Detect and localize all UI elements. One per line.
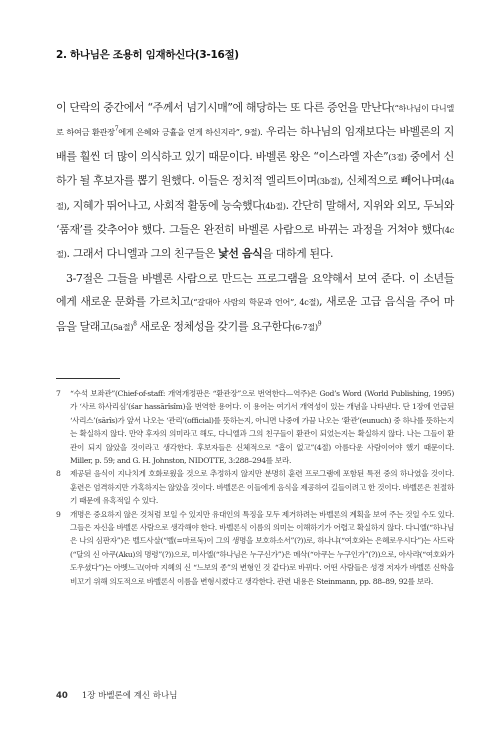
- emphasis-strange-food: 낯선 음식: [218, 247, 263, 261]
- body-text: [56, 96, 454, 339]
- footnote-8: 8 제공된 음식이 지나치게 호화로웠을 것으로 추정하지 않지만 분명히 훈련 프로그램에 포함된 특전 중의 하나였을 것이다. 훈련은 엄격하지만 가혹하지는 않았을 것이다. 바벨론은 이들에게 음식을 제공하여 길들이려고 한 것이다. 바벨론은 친절하기 때문에 유혹적일 수 있다.: [56, 469, 454, 506]
- page-number: 40: [56, 691, 68, 701]
- footnote-ref-9: 9: [317, 320, 322, 327]
- paragraph-2: 3-7절은 그들을 바벨론 사람으로 만드는 프로그램을 요약해서 보여 준다. 이 소년들에게 새로운 문화를 가르치고(“갈대아 사람의 학문과 언어”, 4c절), 새로운 고급 음식을 주어 마음을 달래고(5a절)$^8$ 새로운 정체성을 갖기를 요구한다(6-7절)$^9$: [56, 271, 454, 333]
- footnote-7: 7 “수석 보좌관”(Chief-of-staff: 개역개정판은 “환관장”으로 번역한다—역주)은 God’s Word (World Publishing, 1995)가 ‘사르 하사리심’(śar hassārîsîm)을 번역한 용어다. 이 용어는 여기서 개역성이 있는 개념을 나타낸다. 단 1장에 언급된 ‘사리스’(sārîs)가 앞서 나오는 ‘관리’(official)를 뜻하는지, 아니면 나중에 가끔 나오는 ‘환관’(eunuch) 중 하나를 뜻하는지는 확실하지 않다. 만약 후자의 의미라고 해도, 다니엘과 그의 친구들이 환관이 되었는지는 확실하지 않다. 나는 그들이 환관이 되지 않았을 것이라고 생각한다. 후보자들은 신체적으로 “흠이 없고”(4절) 아름다운 사람이어야 했기 때문이다. Miller, p. 59; and G. H. Johnston, NIDOTTE, 3:288–294를 보라.: [56, 389, 454, 466]
- footnote-ref-8: 8: [133, 320, 137, 327]
- paragraph-1: 이 단락의 중간에서 “주께서 넘기시매”에 해당하는 또 다른 증언을 만난다(“하나님이 다니엘로 하여금 환관장$^7$에게 은혜와 긍휼을 얻게 하신지라”, 9절). 우리는 하나님의 임재보다는 바벨론의 지배를 훨씬 더 많이 의식하고 있기 때문이다. 바벨론 왕은 “이스라엘 자손”(3절) 중에서 신하가 될 후보자를 뽑기 원했다. 이들은 정치적 엘리트이며(3b절), 신체적으로 빼어나며(4a절), 지혜가 뛰어나고, 사회적 활동에 능숙했다(4b절). 간단히 말해서, 지위와 외모, 두뇌와 ‘품재’를 갖추어야 했다. 그들은 완전히 바벨론 사람으로 바뀌는 과정을 거쳐야 했다(4c절). 그래서 다니엘과 그의 친구들은 낯선 음식을 대하게 된다.: [56, 101, 455, 261]
- footnote-divider: [56, 378, 120, 379]
- footnote-ref-7: 7: [114, 125, 119, 133]
- footnote-9: 9 개명은 중요하지 않은 것처럼 보일 수 있지만 유대인의 특징을 모두 제거하려는 바벨론의 계획을 보여 주는 것일 수도 있다. 그들은 자신을 바벨론 사람으로 생각해야 한다. 바벨론식 이름의 의미는 이해하기가 어렵고 확실하지 않다. 다니엘(“하나님은 나의 심판자”)은 벨드사살(“벨(=마르둑)이 그의 생명을 보호하소서”(?))로, 하나냐(“여호와는 은혜로우시다”)는 사드락(“달의 신 아쿠(Aku)의 명령”(?))으로, 미사엘(“하나님은 누구신가”)은 메삭(“아쿠는 누구인가”(?))으로, 아사랴(“여호와가 도우셨다”)는 아벳느고(아마 지혜의 신 “느보의 종”의 변형인 것 같다)로 바뀌다. 어떤 사람들은 성경 저자가 바벨론 신학을 비꼬기 위해 의도적으로 바벨론식 이름을 변형시켰다고 생각한다. 관련 내용은 Steinmann, pp. 88–89, 92를 보라.: [56, 509, 454, 586]
- footnotes: [56, 387, 454, 588]
- page-footer: [56, 689, 456, 701]
- section-heading: 2. 하나님은 조용히 임재하신다(3-16절): [56, 49, 239, 61]
- running-chapter-title: 1장 바벨론에 계신 하나님: [81, 691, 178, 701]
